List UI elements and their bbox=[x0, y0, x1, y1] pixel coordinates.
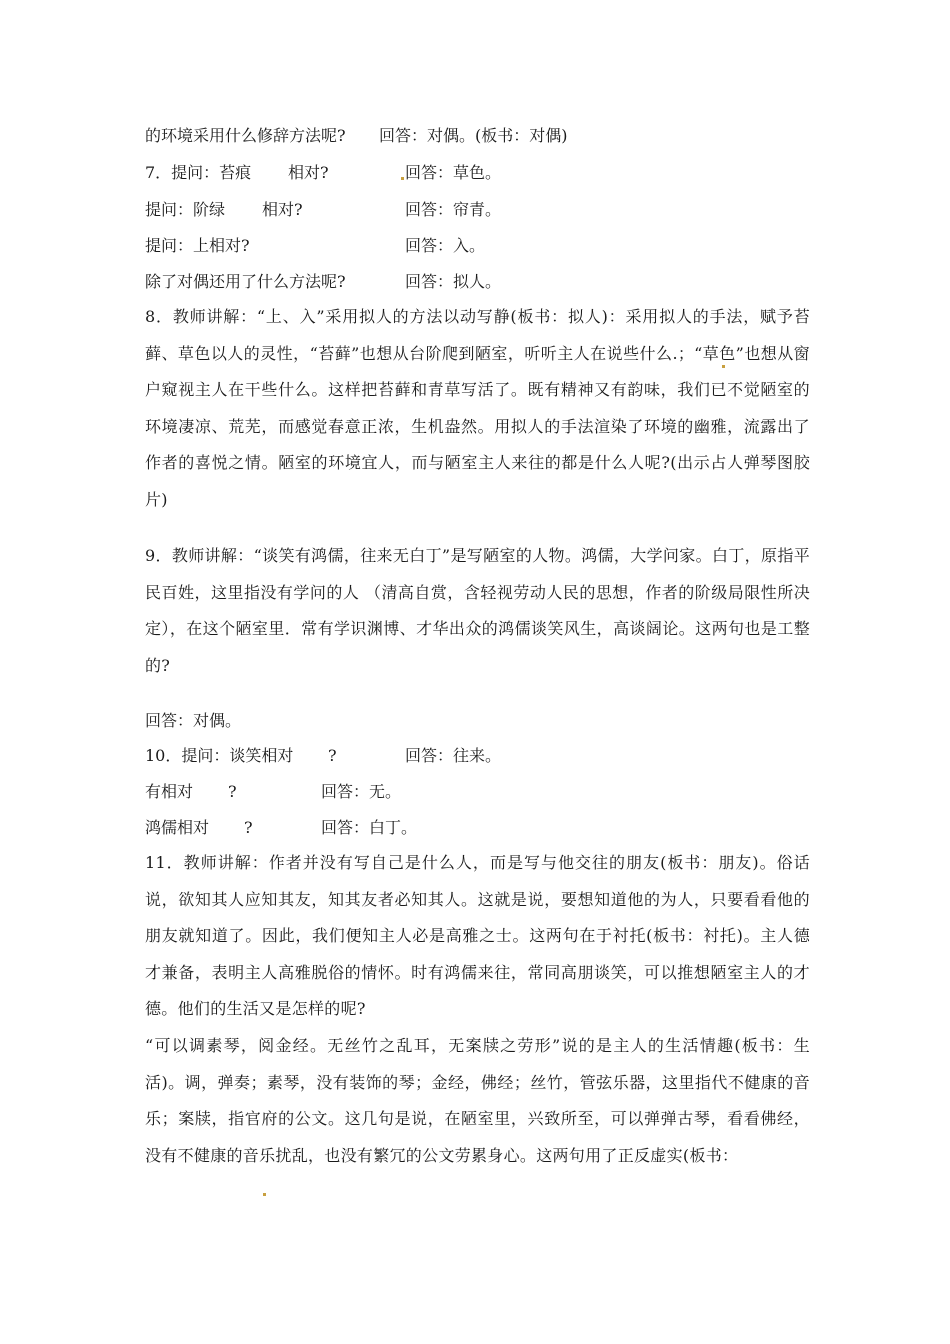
answer-text: 回答：对偶。(板书：对偶) bbox=[379, 126, 568, 145]
mark-dot bbox=[263, 1193, 266, 1196]
question-text: 提问：上相对? bbox=[145, 236, 250, 255]
answer-text: 回答：无。 bbox=[321, 782, 402, 801]
answer-text: 回答：帘青。 bbox=[405, 200, 502, 219]
answer-text: 回答：拟人。 bbox=[405, 272, 502, 291]
question-text: 提问：阶绿 bbox=[145, 200, 226, 219]
question-mark: ? bbox=[328, 746, 337, 765]
question-text: 除了对偶还用了什么方法呢? bbox=[145, 272, 346, 291]
question-text: 7．提问：苔痕 bbox=[145, 163, 252, 182]
paragraph-11: 11．教师讲解：作者并没有写自己是什么人，而是写与他交往的朋友(板书：朋友)。俗话说，欲知其人应知其友，知其友者必知其人。这就是说，要想知道他的为人，只要看看他的朋友就知道了。因此，我们便知主人必是高雅之士。这两句在于衬托(板书：衬托)。主人德才兼备，表明主人高雅脱俗的情怀。时有鸿儒来往，常同高朋谈笑，可以推想陋室主人的才德。他们的生活又是怎样的呢? bbox=[145, 853, 810, 1019]
question-text: 相对? bbox=[262, 200, 303, 219]
paragraph-12: “可以调素琴，阅金经。无丝竹之乱耳，无案牍之劳形”说的是主人的生活情趣(板书：生活)。调，弹奏；素琴，没有装饰的琴；金经，佛经；丝竹，管弦乐器，这里指代不健康的音乐；案牍，指官府的公文。这几句是说，在陋室里，兴致所至，可以弹弹古琴，看看佛经，没有不健康的音乐扰乱，也没有繁冗的公文劳累身心。这两句用了正反虚实(板书： bbox=[145, 1036, 810, 1165]
paragraph-8: 8．教师讲解：“上、入”采用拟人的方法以动写静(板书：拟人)：采用拟人的手法，赋予苔藓、草色以人的灵性，“苔藓”也想从台阶爬到陋室，听听主人在说些什么.；“草色”也想从窗户窥视主人在干些什么。这样把苔藓和青草写活了。既有精神又有韵味，我们已不觉陋室的环境凄凉、荒芜，而感觉春意正浓，生机盎然。用拟人的手法渲染了环境的幽雅，流露出了作者的喜悦之情。陋室的环境宜人，而与陋室主人来往的都是什么人呢?(出示占人弹琴图胶片) bbox=[145, 307, 810, 509]
question-text: 10．提问：谈笑相对 bbox=[145, 746, 294, 765]
question-text: 有相对 bbox=[145, 782, 194, 801]
answer-line: 回答：对偶。 bbox=[145, 711, 242, 730]
question-text: 相对? bbox=[288, 163, 329, 182]
answer-text: 回答：白丁。 bbox=[321, 818, 418, 837]
paragraph-9: 9．教师讲解：“谈笑有鸿儒，往来无白丁”是写陋室的人物。鸿儒，大学问家。白丁，原指平民百姓，这里指没有学问的人 （清高自赏，含轻视劳动人民的思想，作者的阶级局限性所决定），在这个陋室里．常有学识渊博、才华出众的鸿儒谈笑风生，高谈阔论。这两句也是工整的? bbox=[145, 546, 810, 675]
question-text: 的环境采用什么修辞方法呢? bbox=[145, 126, 346, 145]
answer-text: 回答：草色。 bbox=[405, 163, 502, 182]
question-text: 鸿儒相对 bbox=[145, 818, 210, 837]
question-mark: ? bbox=[244, 818, 253, 837]
answer-text: 回答：入。 bbox=[405, 236, 486, 255]
mark-dot bbox=[401, 177, 404, 180]
mark-dot bbox=[722, 365, 725, 368]
answer-text: 回答：往来。 bbox=[405, 746, 502, 765]
question-mark: ? bbox=[228, 782, 237, 801]
